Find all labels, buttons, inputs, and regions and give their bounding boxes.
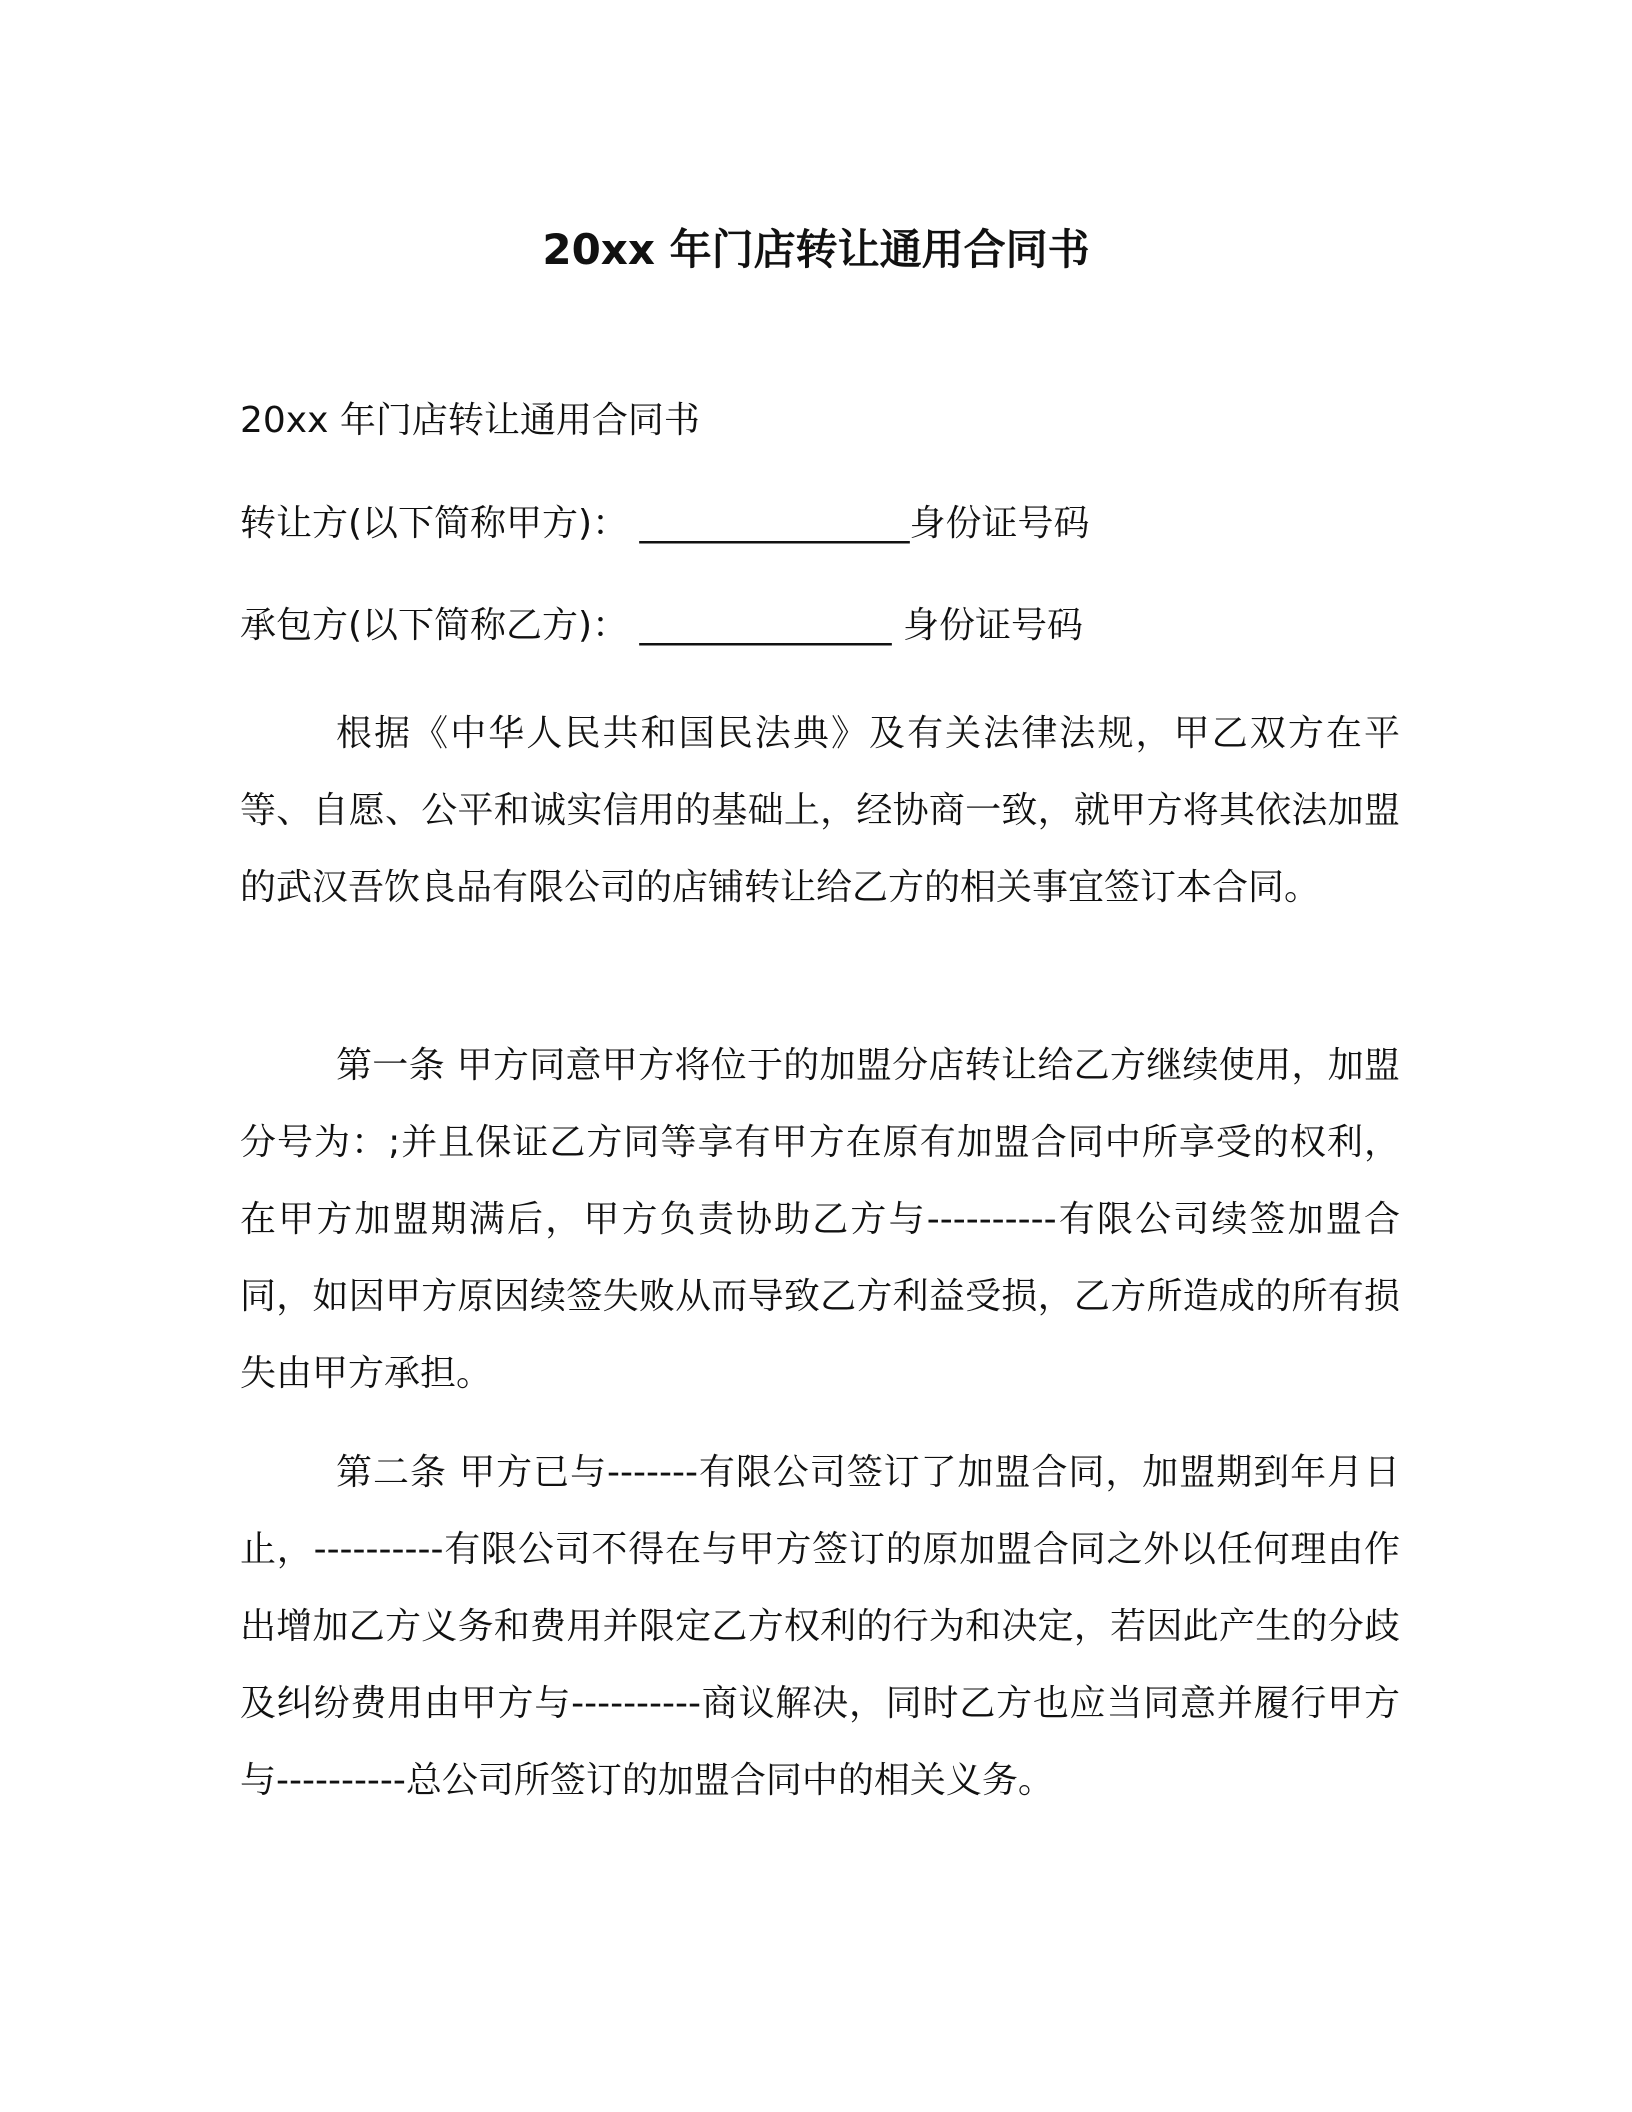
article-2-paragraph: 第二条 甲方已与-------有限公司签订了加盟合同，加盟期到年月日止，----------有限公司不得在与甲方签订的原加盟合同之外以任何理由作出增加乙方义务和费用并限定乙方权利的行为和决定，若因此产生的分歧及纠纷费用由甲方与----------商议解决，同时乙方也应当同意并履行甲方与----------总公司所签订的加盟合同中的相关义务。 <box>240 1452 1400 1801</box>
article-1-paragraph: 第一条 甲方同意甲方将位于的加盟分店转让给乙方继续使用，加盟分号为：;并且保证乙方同等享有甲方在原有加盟合同中所享受的权利，在甲方加盟期满后，甲方负责协助乙方与----------有限公司续签加盟合同，如因甲方原因续签失败从而导致乙方利益受损，乙方所造成的所有损失由甲方承担。 <box>240 1045 1400 1394</box>
party-a-line: 转让方(以下简称甲方)： _______________身份证号码 <box>240 503 1090 544</box>
document-subtitle: 20xx 年门店转让通用合同书 <box>240 400 700 441</box>
preamble-paragraph: 根据《中华人民共和国民法典》及有关法律法规，甲乙双方在平等、自愿、公平和诚实信用的基础上，经协商一致，就甲方将其依法加盟的武汉吾饮良品有限公司的店铺转让给乙方的相关事宜签订本合同。 <box>240 713 1400 908</box>
party-b-line: 承包方(以下简称乙方)： ______________ 身份证号码 <box>240 605 1083 646</box>
document-title: 20xx 年门店转让通用合同书 <box>542 225 1090 274</box>
